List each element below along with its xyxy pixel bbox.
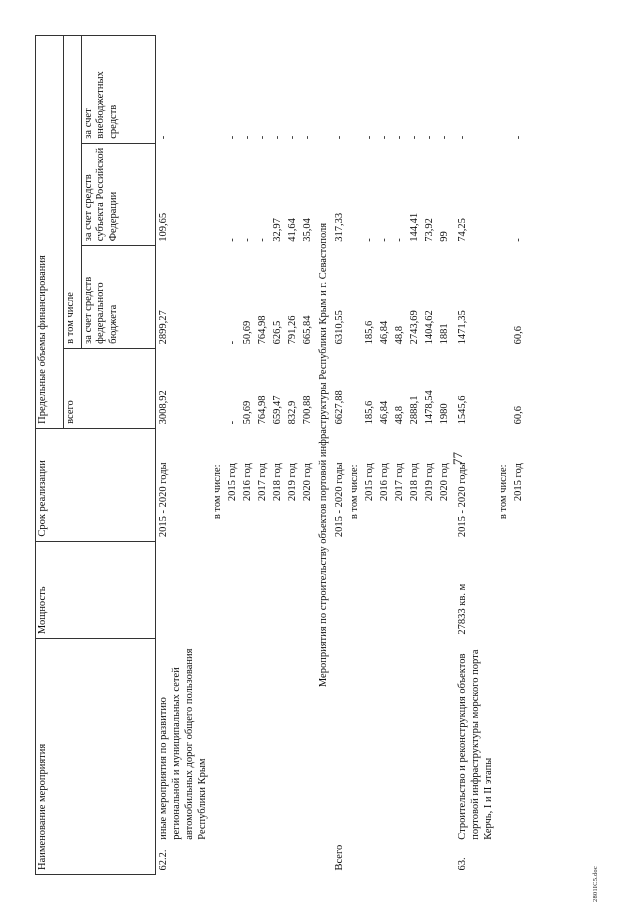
row-capacity (496, 541, 511, 638)
row-total: 3008,92 (158, 390, 169, 425)
row-capacity (347, 541, 362, 638)
row-federal: 50,69 (242, 320, 254, 345)
row-extrabudget (496, 36, 511, 144)
financing-table (35, 35, 526, 875)
row-number: Всего (334, 844, 346, 871)
row-name: Строительство и реконструкция объектов портовой инфраструктуры морского порта Керчь, I и II этапы (457, 649, 495, 840)
row-federal: 48,8 (394, 325, 406, 345)
row-regional: - (394, 238, 406, 242)
row-federal: 60,6 (513, 325, 525, 345)
row-federal (347, 246, 362, 349)
row-name (362, 639, 377, 844)
row-extrabudget: - (439, 135, 451, 140)
table-row (392, 36, 407, 875)
table-header (36, 36, 156, 875)
row-regional: 32,97 (272, 218, 284, 242)
row-regional: 73,92 (424, 218, 436, 242)
row-capacity (270, 541, 285, 638)
row-number (377, 844, 392, 875)
table-row (332, 36, 347, 875)
row-name (240, 639, 255, 844)
row-extrabudget: - (409, 135, 421, 140)
row-total: 48,8 (394, 405, 406, 425)
row-period: 2016 год (242, 463, 254, 502)
row-total: 2888,1 (409, 395, 421, 425)
row-name (225, 639, 240, 844)
row-capacity (392, 541, 407, 638)
table-row (511, 36, 526, 875)
row-capacity (332, 541, 347, 638)
row-capacity (210, 541, 225, 638)
row-period: в том числе: (349, 464, 361, 520)
row-regional: 74,25 (457, 218, 469, 242)
row-federal: 665,84 (302, 315, 314, 345)
header-extrabudget: за счет внебюджетных средств (82, 36, 156, 144)
table-row (377, 36, 392, 875)
row-number (422, 844, 437, 875)
row-federal: 791,26 (287, 315, 299, 345)
row-regional: - (364, 238, 376, 242)
row-regional: - (379, 238, 391, 242)
row-period: 2015 - 2020 годы (334, 462, 346, 538)
header-name: Наименование мероприятия (36, 639, 156, 875)
row-period: 2015 год (227, 463, 239, 502)
row-name (300, 639, 315, 844)
table-row (225, 36, 240, 875)
row-federal: - (227, 340, 239, 345)
row-capacity (437, 541, 452, 638)
row-extrabudget: - (513, 135, 525, 140)
row-extrabudget: - (302, 135, 314, 140)
row-number (285, 844, 300, 875)
row-regional (210, 143, 225, 246)
row-total (210, 348, 225, 428)
row-total: 60,6 (513, 405, 525, 425)
row-regional: 144,41 (409, 212, 421, 242)
row-federal: 1881 (439, 323, 451, 345)
row-total: - (227, 420, 239, 425)
table-row (496, 36, 511, 875)
footer-file-code: 2801IC5.doc (592, 866, 599, 902)
row-number (300, 844, 315, 875)
row-extrabudget: - (457, 135, 469, 140)
row-name (407, 639, 422, 844)
row-number (437, 844, 452, 875)
row-number (210, 844, 225, 875)
table-row (437, 36, 452, 875)
row-name (332, 639, 347, 844)
row-regional: 99 (439, 231, 451, 242)
row-federal: 764,98 (257, 315, 269, 345)
table-row (422, 36, 437, 875)
header-limits: Предельные объемы финансирования (36, 36, 64, 429)
row-extrabudget: - (272, 135, 284, 140)
row-federal: 1404,62 (424, 310, 436, 345)
row-federal (210, 246, 225, 349)
row-number (270, 844, 285, 875)
row-federal: 626,5 (272, 320, 284, 345)
row-period: 2019 год (424, 463, 436, 502)
row-number (362, 844, 377, 875)
row-number (511, 844, 526, 875)
header-capacity: Мощность (36, 541, 156, 638)
row-regional: - (227, 238, 239, 242)
row-extrabudget: - (242, 135, 254, 140)
row-capacity: 27833 кв. м (457, 583, 469, 635)
row-federal: 1471,35 (457, 310, 469, 345)
row-total (347, 348, 362, 428)
row-capacity (362, 541, 377, 638)
row-extrabudget: - (158, 135, 169, 140)
row-extrabudget: - (334, 135, 346, 140)
row-period: 2018 год (409, 463, 421, 502)
row-capacity (285, 541, 300, 638)
row-capacity (511, 541, 526, 638)
row-number (496, 844, 511, 875)
row-name (422, 639, 437, 844)
row-extrabudget: - (379, 135, 391, 140)
header-regional: за счет средств субъекта Российской Федерации (82, 143, 156, 246)
row-regional: - (513, 238, 525, 242)
row-period: 2020 год (302, 463, 314, 502)
row-period: в том числе: (498, 464, 510, 520)
row-federal: 185,6 (364, 320, 376, 345)
row-capacity (422, 541, 437, 638)
row-name (496, 639, 511, 844)
row-regional: - (242, 238, 254, 242)
table-row (285, 36, 300, 875)
row-number: 63. (457, 857, 469, 871)
row-regional: 317,33 (334, 212, 346, 242)
row-extrabudget: - (287, 135, 299, 140)
row-capacity (240, 541, 255, 638)
row-federal: 2743,69 (409, 310, 421, 345)
row-number (240, 844, 255, 875)
row-regional: 109,65 (158, 212, 169, 242)
row-capacity (377, 541, 392, 638)
table-body-roads (156, 36, 316, 875)
header-including: в том числе (64, 36, 82, 349)
row-federal: 46,84 (379, 320, 391, 345)
table-row (210, 36, 225, 875)
row-total: 659,47 (272, 395, 284, 425)
row-total: 764,98 (257, 395, 269, 425)
row-name (255, 639, 270, 844)
row-period: в том числе: (212, 464, 224, 520)
row-federal (496, 246, 511, 349)
row-period: 2017 год (257, 463, 269, 502)
row-extrabudget (210, 36, 225, 144)
row-name (377, 639, 392, 844)
table-row (362, 36, 377, 875)
row-extrabudget: - (424, 135, 436, 140)
row-period: 2019 год (287, 463, 299, 502)
row-period: 2015 - 2020 годы (457, 462, 469, 538)
row-extrabudget: - (364, 135, 376, 140)
row-extrabudget: - (227, 135, 239, 140)
row-regional: - (257, 238, 269, 242)
table-row (156, 36, 211, 875)
header-total: всего (64, 348, 156, 428)
header-federal: за счет средств федерального бюджета (82, 246, 156, 349)
row-period: 2016 год (379, 463, 391, 502)
row-number (407, 844, 422, 875)
table-row (255, 36, 270, 875)
row-period: 2020 год (439, 463, 451, 502)
row-total: 700,88 (302, 395, 314, 425)
row-name (347, 639, 362, 844)
row-period: 2015 - 2020 годы (158, 462, 169, 538)
table-body-ports (332, 36, 526, 875)
row-federal: 6310,55 (334, 310, 346, 345)
table-row (240, 36, 255, 875)
row-total: 50,69 (242, 400, 254, 425)
section-title: Мероприятия по строительству объектов портовой инфраструктуры Республики Крым и г. Севастополя (318, 222, 330, 688)
row-extrabudget: - (394, 135, 406, 140)
table-row (347, 36, 362, 875)
page-number: 77 (450, 452, 465, 465)
row-total: 185,6 (364, 400, 376, 425)
row-number (347, 844, 362, 875)
row-extrabudget: - (257, 135, 269, 140)
row-federal: 2899,27 (158, 310, 169, 345)
row-number (255, 844, 270, 875)
row-name (392, 639, 407, 844)
row-name (437, 639, 452, 844)
row-period: 2015 год (513, 463, 525, 502)
row-total: 6627,88 (334, 390, 346, 425)
row-period: 2018 год (272, 463, 284, 502)
row-capacity (225, 541, 240, 638)
row-number (225, 844, 240, 875)
row-total: 1478,54 (424, 390, 436, 425)
row-number: 62.2. (158, 849, 169, 871)
row-capacity (255, 541, 270, 638)
row-extrabudget (347, 36, 362, 144)
table-row (407, 36, 422, 875)
row-capacity (300, 541, 315, 638)
row-name (210, 639, 225, 844)
row-total: 1545,6 (457, 395, 469, 425)
row-regional: 41,64 (287, 218, 299, 242)
row-total (496, 348, 511, 428)
row-total: 1980 (439, 403, 451, 425)
table-row (270, 36, 285, 875)
row-number (392, 844, 407, 875)
row-total: 832,9 (287, 400, 299, 425)
row-name: иные мероприятия по развитию региональной и муниципальных сетей автомобильных дорог общего пользования Республики Крым (158, 648, 209, 840)
row-total: 46,84 (379, 400, 391, 425)
row-name (511, 639, 526, 844)
row-capacity (407, 541, 422, 638)
section-header (315, 36, 332, 875)
row-period: 2015 год (364, 463, 376, 502)
row-name (270, 639, 285, 844)
row-regional (347, 143, 362, 246)
row-name (285, 639, 300, 844)
row-capacity (156, 541, 211, 638)
table-row (300, 36, 315, 875)
row-period: 2017 год (394, 463, 406, 502)
row-regional (496, 143, 511, 246)
table-row (452, 36, 496, 875)
row-regional: 35,04 (302, 218, 314, 242)
header-period: Срок реализации (36, 428, 156, 541)
